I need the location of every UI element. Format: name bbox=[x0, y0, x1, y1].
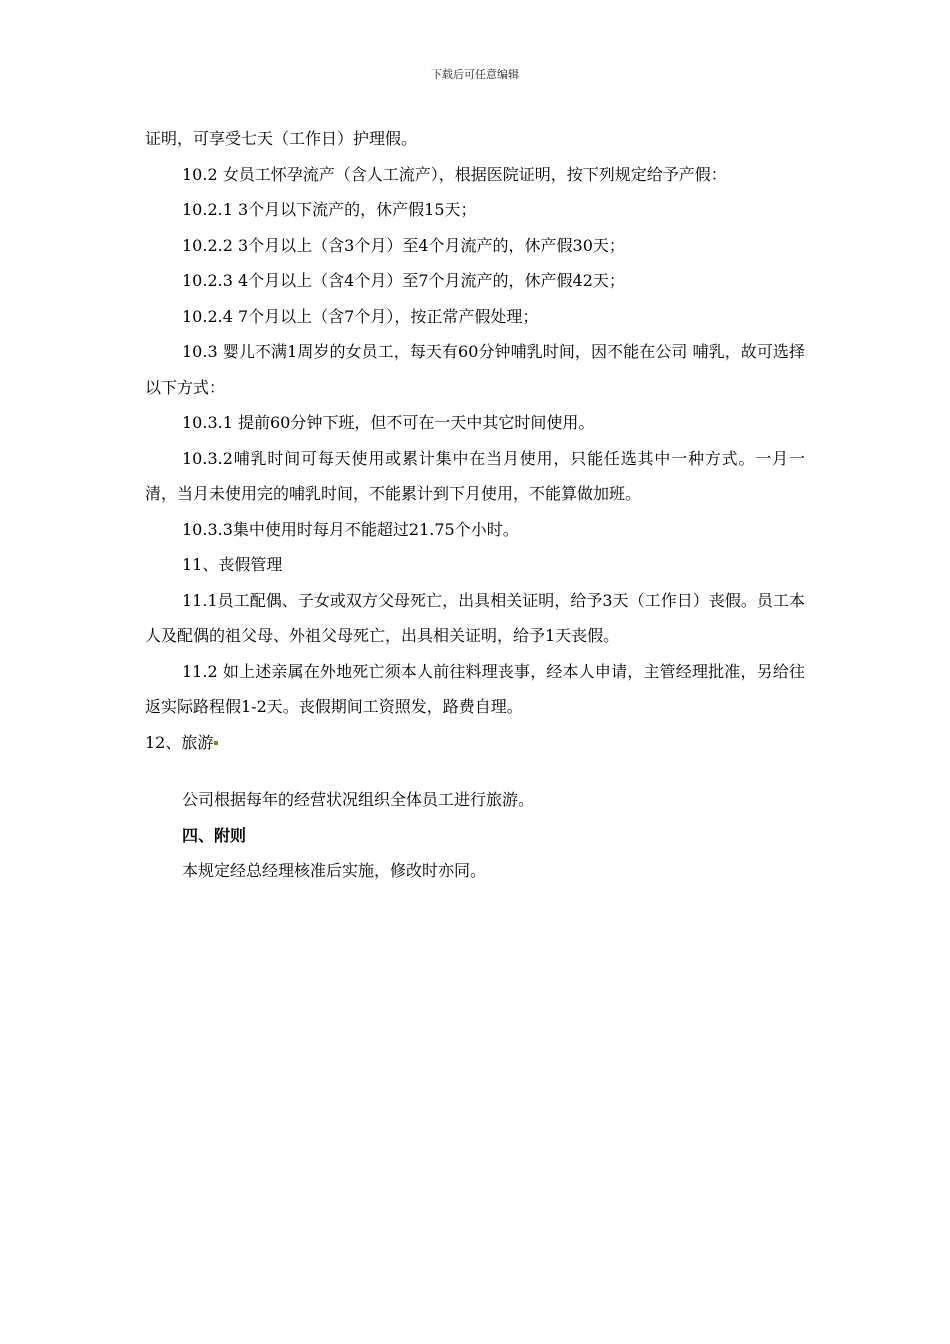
paragraph-10-2-3: 10.2.3 4个月以上（含4个月）至7个月流产的，休产假42天； bbox=[182, 271, 625, 290]
paragraph-10-2-2: 10.2.2 3个月以上（含3个月）至4个月流产的，休产假30天； bbox=[182, 235, 625, 255]
page-header: 下载后可任意编辑 bbox=[431, 68, 519, 81]
paragraph-final-rule: 本规定经总经理核准后实施，修改时亦同。 bbox=[182, 861, 487, 880]
paragraph-10-3-2: 10.3.2哺乳时间可每天使用或累计集中在当月使用，只能任选其中一种方式。一月一清，当月未使用完的哺乳时间，不能累计到下月使用，不能算做加班。 bbox=[145, 448, 805, 503]
paragraph-10-3: 10.3 婴儿不满1周岁的女员工，每天有60分钟哺乳时间，因不能在公司 哺乳，故可选择以下方式： bbox=[145, 342, 805, 397]
paragraph-travel: 公司根据每年的经营状况组织全体员工进行旅游。 bbox=[182, 790, 535, 809]
section-12-text: 12、旅游 bbox=[145, 732, 214, 752]
document-body bbox=[145, 121, 805, 889]
paragraph-10-3-3: 10.3.3集中使用时每月不能超过21.75个小时。 bbox=[182, 519, 519, 539]
paragraph-10-3-1: 10.3.1 提前60分钟下班，但不可在一天中其它时间使用。 bbox=[182, 413, 595, 432]
paragraph-11-2: 11.2 如上述亲属在外地死亡须本人前往料理丧事，经本人申请，主管经理批准，另给往返实际路程假1-2天。丧假期间工资照发，路费自理。 bbox=[145, 661, 805, 716]
paragraph-10-2-4: 10.2.4 7个月以上（含7个月），按正常产假处理； bbox=[182, 306, 539, 326]
paragraph-11-1: 11.1员工配偶、子女或双方父母死亡，出具相关证明，给予3天（工作日）丧假。员工本人及配偶的祖父母、外祖父母死亡，出具相关证明，给予1天丧假。 bbox=[145, 590, 805, 645]
paragraph-nursing-leave-end: 证明，可享受七天（工作日）护理假。 bbox=[145, 129, 418, 148]
section-11-heading: 11、丧假管理 bbox=[182, 555, 283, 574]
section-4-heading: 四、附则 bbox=[182, 825, 247, 845]
paragraph-10-2-1: 10.2.1 3个月以下流产的，休产假15天； bbox=[182, 200, 477, 219]
paragraph-10-2: 10.2 女员工怀孕流产（含人工流产），根据医院证明，按下列规定给予产假： bbox=[182, 164, 727, 184]
paragraph-mark-icon bbox=[214, 741, 218, 745]
section-12-heading bbox=[145, 725, 805, 761]
spacer bbox=[145, 760, 805, 782]
